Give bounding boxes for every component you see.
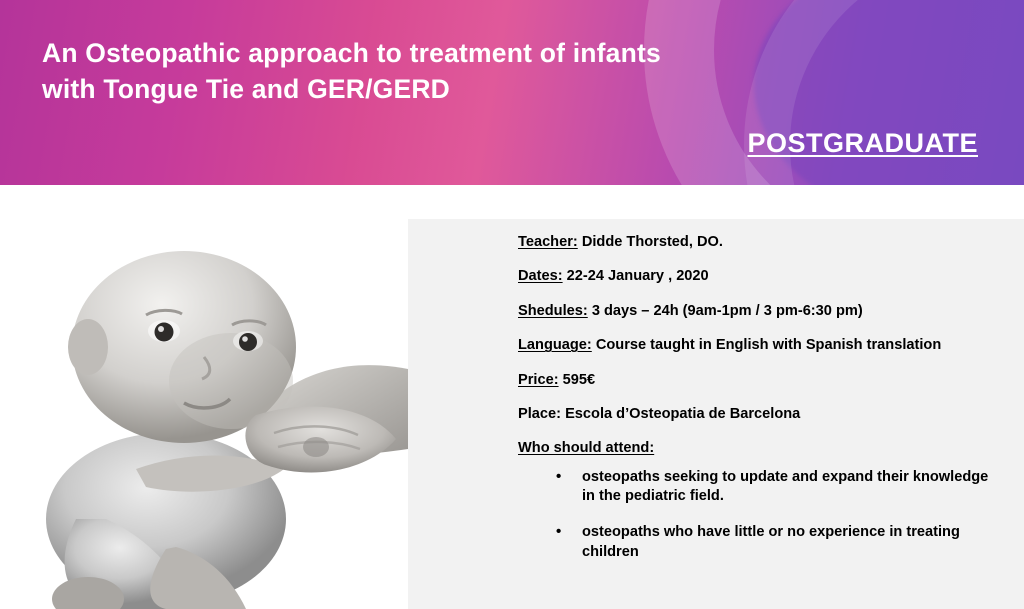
- detail-place-label: Place:: [518, 406, 561, 423]
- list-item: • osteopaths seeking to update and expand their knowledge in the pediatric field.: [564, 468, 996, 507]
- detail-place: [518, 405, 996, 424]
- detail-dates: [518, 267, 996, 286]
- who-should-attend-list: [518, 468, 996, 562]
- page-title: [42, 36, 742, 107]
- infant-photo: [16, 219, 408, 609]
- infant-photo-container: [0, 219, 408, 609]
- detail-teacher-value: Didde Thorsted, DO.: [581, 234, 723, 250]
- list-item: • osteopaths who have little or no experience in treating children: [564, 523, 996, 562]
- detail-teacher: [518, 233, 996, 252]
- detail-dates-label: Dates:: [518, 268, 563, 285]
- detail-price-label: Price:: [518, 371, 559, 388]
- detail-language-label: Language:: [518, 337, 592, 354]
- detail-language-value: Course taught in English with Spanish translation: [595, 337, 942, 354]
- page-title-line-1: An Osteopathic approach to treatment of infants: [42, 38, 661, 68]
- detail-dates-value: 22-24 January , 2020: [566, 268, 709, 285]
- course-details-panel: [408, 219, 1024, 609]
- who-should-attend-label: Who should attend:: [518, 439, 655, 456]
- detail-schedules: [518, 302, 996, 321]
- detail-language: [518, 336, 996, 355]
- infant-photo-image: [16, 219, 408, 609]
- detail-price: [518, 371, 996, 390]
- detail-teacher-label: Teacher:: [518, 234, 578, 250]
- detail-schedules-label: Shedules:: [518, 302, 588, 319]
- detail-price-value: 595€: [562, 371, 596, 388]
- detail-schedules-value: 3 days – 24h (9am-1pm / 3 pm-6:30 pm): [591, 302, 863, 319]
- page-title-line-2: with Tongue Tie and GER/GERD: [42, 73, 451, 104]
- detail-place-value: Escola d’Osteopatia de Barcelona: [565, 406, 801, 423]
- page-header: [0, 0, 1024, 185]
- postgraduate-badge: POSTGRADUATE: [747, 128, 978, 158]
- page-content: [0, 185, 1024, 609]
